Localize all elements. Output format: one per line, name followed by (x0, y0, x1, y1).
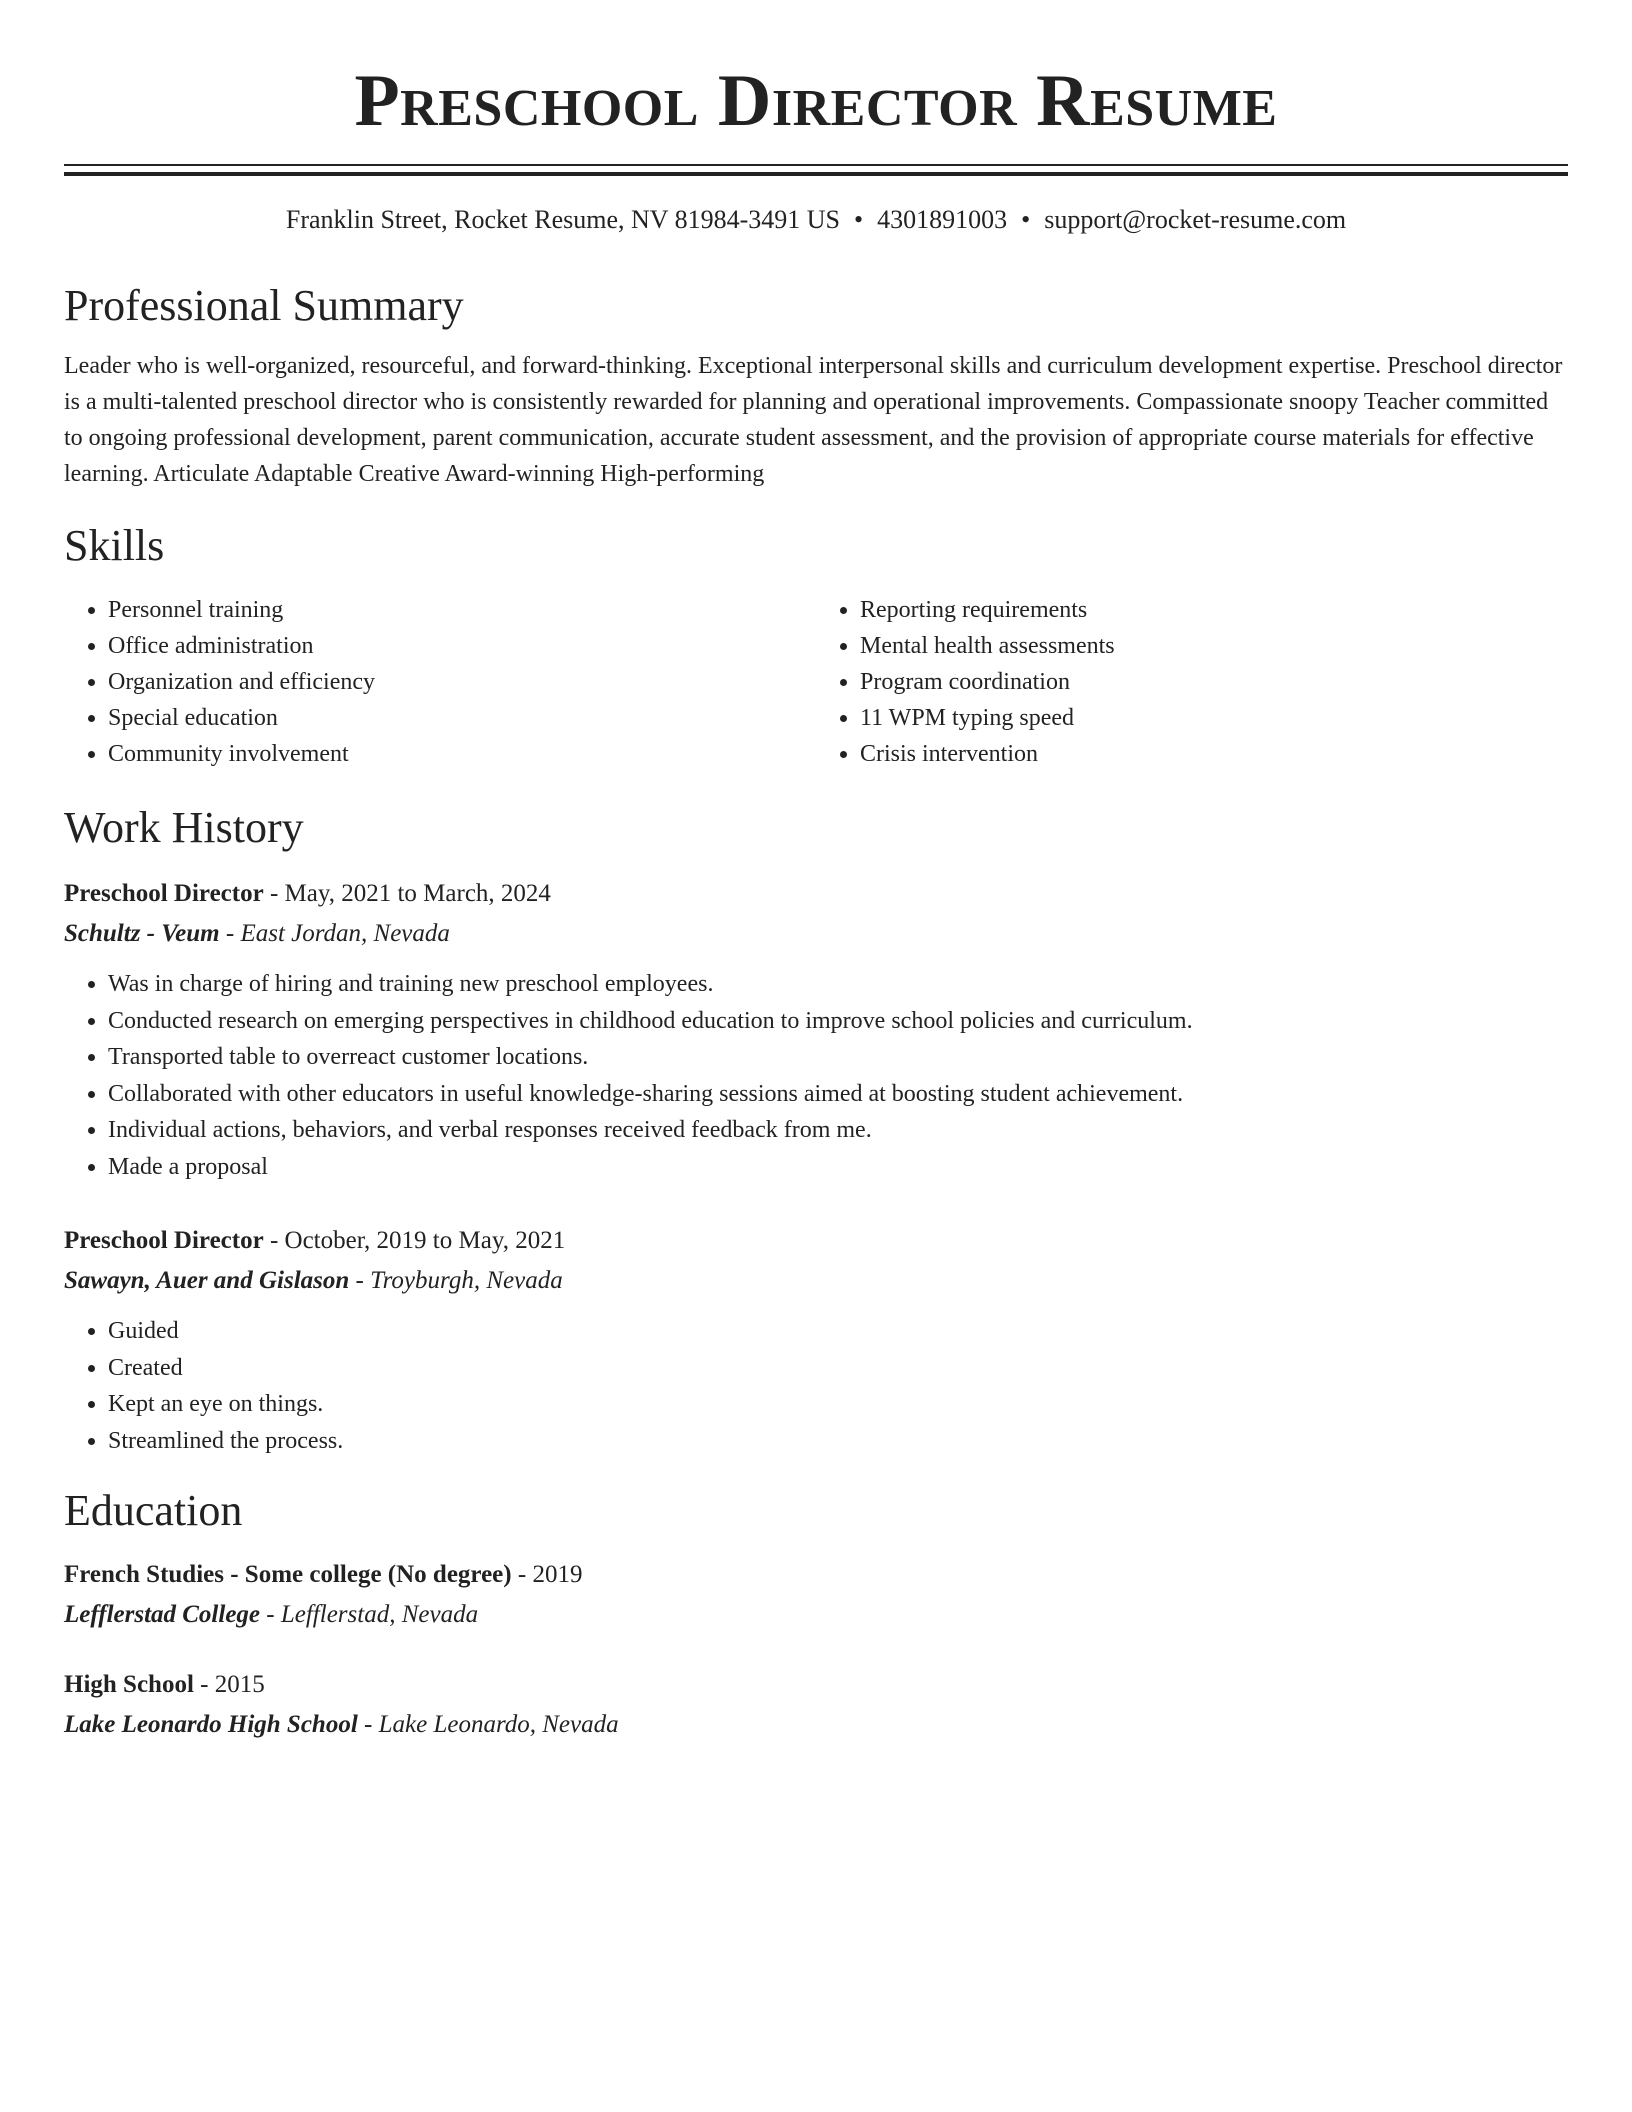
job-bullet: • Kept an eye on things. (108, 1386, 1568, 1423)
skill-item: • Office administration (108, 628, 816, 664)
skill-item: • Personnel training (108, 592, 816, 628)
job-bullet: • Collaborated with other educators in useful knowledge-sharing sessions aimed at boosting student achievement. (108, 1076, 1568, 1113)
education-school: Lefflerstad College (64, 1601, 261, 1628)
education-location: Lefflerstad, Nevada (280, 1601, 479, 1628)
education-degree: High School (64, 1671, 194, 1698)
education-degree-line: High School - 2015 (64, 1671, 265, 1698)
job-title-line: Preschool Director - October, 2019 to May, 2021 (64, 1227, 566, 1254)
education-year: 2015 (214, 1671, 265, 1698)
contact-phone: 4301891003 (877, 205, 1008, 234)
education-degree-line: French Studies - Some college (No degree) - 2019 (64, 1561, 583, 1588)
skills-section (64, 520, 1568, 772)
job-bullets (64, 1313, 1568, 1459)
contact-separator: • (854, 205, 864, 234)
work-history-heading: Work History (64, 803, 304, 852)
education-entry (64, 1555, 1568, 1635)
job-bullet: • Made a proposal (108, 1149, 1568, 1186)
job-company: Schultz - Veum (64, 920, 220, 947)
skill-item: • Mental health assessments (860, 628, 1568, 664)
skills-heading: Skills (64, 521, 165, 570)
contact-address: Franklin Street, Rocket Resume, NV 81984-3491 US (285, 205, 840, 234)
title-divider (64, 164, 1568, 176)
education-school-line: Lake Leonardo High School - Lake Leonardo, Nevada (64, 1711, 619, 1738)
job-bullet: • Conducted research on emerging perspectives in childhood education to improve school policies and curriculum. (108, 1003, 1568, 1040)
skill-item: • Community involvement (108, 736, 816, 772)
education-location: Lake Leonardo, Nevada (378, 1711, 619, 1738)
work-history-section (64, 802, 1568, 1459)
job-bullet: • Guided (108, 1313, 1568, 1350)
job-bullet: • Was in charge of hiring and training new preschool employees. (108, 966, 1568, 1003)
job-company: Sawayn, Auer and Gislason (64, 1267, 350, 1294)
summary-text: Leader who is well-organized, resourceful, and forward-thinking. Exceptional interpersonal skills and curriculum development expertise. Preschool director is a multi-talented preschool director who is consistently rewarded for planning and operational improvements. Compassionate snoopy Teacher committed to ongoing professional development, parent communication, accurate student assessment, and the provision of appropriate course materials for effective learning. Articulate Adaptable Creative Award-winning High-performing (64, 353, 1563, 487)
education-school: Lake Leonardo High School (64, 1711, 358, 1738)
skill-item: • 11 WPM typing speed (860, 700, 1568, 736)
job-dates: October, 2019 to May, 2021 (284, 1227, 566, 1254)
contact-separator: • (1021, 205, 1031, 234)
job-dates: May, 2021 to March, 2024 (284, 880, 551, 907)
skills-list-left (64, 592, 816, 772)
education-degree: French Studies - Some college (No degree) (64, 1561, 512, 1588)
summary-section (64, 280, 1568, 492)
job-location: East Jordan, Nevada (240, 920, 450, 947)
job-title: Preschool Director (64, 1227, 264, 1254)
job-bullets (64, 966, 1568, 1185)
education-entry (64, 1665, 1568, 1745)
resume-title: Preschool Director Resume (354, 60, 1278, 142)
job-title: Preschool Director (64, 880, 264, 907)
education-year: 2019 (532, 1561, 583, 1588)
job-title-line: Preschool Director - May, 2021 to March, 2024 (64, 880, 551, 907)
contact-line (64, 202, 1568, 238)
skill-item: • Special education (108, 700, 816, 736)
education-heading: Education (64, 1486, 243, 1535)
contact-email[interactable]: support@rocket-resume.com (1044, 205, 1347, 234)
job-bullet: • Individual actions, behaviors, and verbal responses received feedback from me. (108, 1112, 1568, 1149)
education-school-line: Lefflerstad College - Lefflerstad, Nevada (64, 1601, 479, 1628)
job-company-line: Schultz - Veum - East Jordan, Nevada (64, 920, 450, 947)
skills-list-right (816, 592, 1568, 772)
job-company-line: Sawayn, Auer and Gislason - Troyburgh, Nevada (64, 1267, 563, 1294)
job-entry (64, 874, 1568, 1185)
skill-item: • Reporting requirements (860, 592, 1568, 628)
education-section (64, 1485, 1568, 1745)
skill-item: • Organization and efficiency (108, 664, 816, 700)
job-bullet: • Created (108, 1350, 1568, 1387)
job-bullet: • Streamlined the process. (108, 1423, 1568, 1460)
job-bullet: • Transported table to overreact customer locations. (108, 1039, 1568, 1076)
job-entry (64, 1221, 1568, 1459)
skill-item: • Program coordination (860, 664, 1568, 700)
job-location: Troyburgh, Nevada (370, 1267, 563, 1294)
summary-heading: Professional Summary (64, 281, 464, 330)
skills-columns (64, 592, 1568, 772)
skill-item: • Crisis intervention (860, 736, 1568, 772)
